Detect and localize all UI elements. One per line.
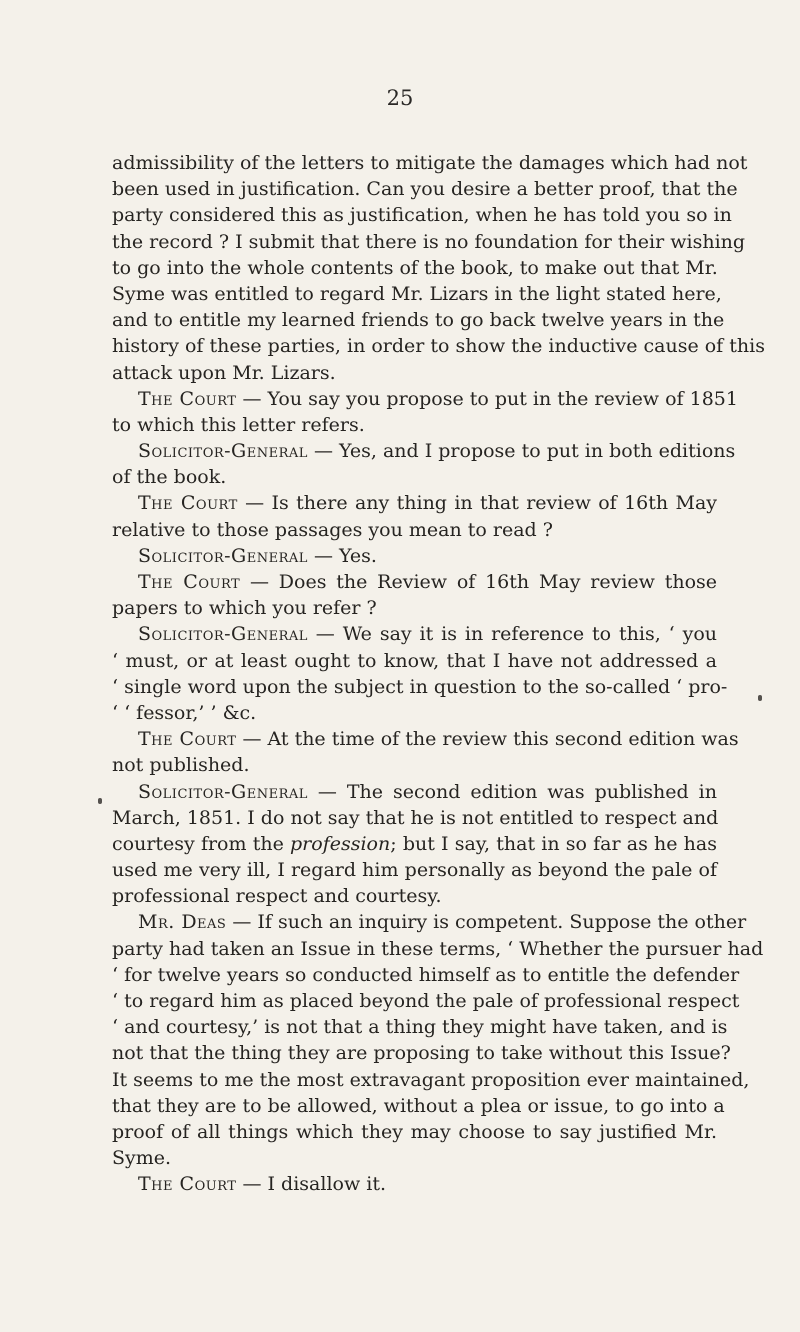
text-line [112,255,717,281]
text-line [112,464,717,490]
text-line [112,386,738,412]
line-text: — The second edition was published in [307,780,717,803]
text-line [112,307,725,333]
speaker-name: The Court [138,571,241,593]
text-line [112,412,717,438]
line-text: papers to which you refer ? [112,597,377,620]
line-text: of the book. [112,466,227,489]
page-number: 25 [386,86,414,110]
text-line [112,1093,725,1119]
text-line [112,857,717,883]
text-line [112,621,717,647]
line-text: relative to those passages you mean to read ? [112,518,553,541]
line-text: not that the thing they are proposing to take without this Issue? [112,1042,731,1065]
text-line [112,438,736,464]
line-text: proof of all things which they may choose to say justified Mr. [112,1120,717,1143]
line-text: courtesy from the [112,832,291,855]
line-text: party had taken an Issue in these terms, ‘ Whether the pursuer had [112,937,764,960]
text-line [112,360,717,386]
line-text: ‘ single word upon the subject in question to the so-called ‘ pro- [112,675,728,698]
line-text: — At the time of the review this second edition was [236,728,739,751]
line-text: not published. [112,754,250,777]
text-line [112,229,746,255]
text-line [112,648,717,674]
line-text: ‘ for twelve years so conducted himself as to entitle the defender [112,963,740,986]
speaker-name: The Court [138,728,237,751]
line-text: the record ? I submit that there is no foundation for their wishing [112,230,746,253]
body-text [112,150,765,1198]
line-text-continued: ; but I say, that in so far as he has [390,832,717,855]
text-line [112,595,717,621]
text-line [112,962,740,988]
line-text: used me very ill, I regard him personally as beyond the pale of [112,859,717,882]
line-text: March, 1851. I do not say that he is not entitled to respect and [112,806,719,829]
text-line [112,333,765,359]
text-line [112,281,722,307]
text-line [112,1145,717,1171]
line-text: ‘ to regard him as placed beyond the pale of professional respect [112,990,740,1012]
speaker-name: The Court [138,1173,237,1196]
text-line [112,909,747,935]
line-text: to go into the whole contents of the book, to make out that Mr. [112,256,718,279]
line-text: — Yes. [307,544,377,567]
line-text: ‘ and courtesy,’ is not that a thing they might have taken, and is [112,1016,728,1039]
line-text: history of these parties, in order to show the inductive cause of this [112,335,765,358]
text-line [112,1171,717,1197]
line-text: It seems to me the most extravagant proposition ever maintained, [112,1068,750,1091]
text-line [112,517,717,543]
line-text: — Is there any thing in that review of 16th May [237,492,718,515]
speaker-name: Solicitor-General [138,440,308,463]
line-text: admissibility of the letters to mitigate the damages which had not [112,152,748,174]
text-line [112,202,732,228]
line-text: — Yes, and I propose to put in both editions [307,440,736,463]
line-text: ‘ ‘ fessor,’ ’ &c. [112,701,257,724]
text-line [112,674,728,700]
text-line [112,700,717,726]
speaker-name: The Court [138,492,238,515]
line-text: Syme was entitled to regard Mr. Lizars in the light stated here, [112,282,722,305]
text-line [112,726,739,752]
text-line [112,805,717,831]
line-text: been used in justification. Can you desire a better proof, that the [112,178,738,201]
line-text: — Does the Review of 16th May review those [240,571,718,593]
text-line [112,176,738,202]
line-text: — We say it is in reference to this, ‘ you [307,623,717,646]
line-text: party considered this as justification, when he has told you so in [112,204,732,227]
text-line [112,752,717,778]
line-text: — If such an inquiry is competent. Suppose the other [226,911,747,934]
line-text: professional respect and courtesy. [112,885,442,908]
text-line [112,883,717,909]
text-line [112,1119,717,1145]
text-line [112,543,717,569]
text-line [112,988,740,1014]
line-text: — You say you propose to put in the review of 1851 [236,387,738,410]
speaker-name: Solicitor-General [138,780,308,803]
emphasized-text: profession [290,832,391,855]
text-line [112,1040,731,1066]
line-text: and to entitle my learned friends to go back twelve years in the [112,309,725,332]
text-line [112,936,764,962]
speaker-name: Solicitor-General [138,544,308,567]
line-text: ‘ must, or at least ought to know, that I have not addressed a [112,649,717,672]
line-text: Syme. [112,1147,172,1170]
text-line [112,779,717,805]
text-line [112,150,748,176]
line-text: to which this letter refers. [112,413,365,436]
margin-dot [98,798,102,804]
speaker-name: The Court [138,387,237,410]
text-line [112,831,717,857]
line-text: that they are to be allowed, without a plea or issue, to go into a [112,1094,725,1117]
text-line [112,1067,750,1093]
text-line [112,569,717,595]
line-text: — I disallow it. [236,1173,387,1196]
speaker-name: Solicitor-General [138,623,308,646]
text-line [112,1014,728,1040]
margin-dot [758,695,762,701]
line-text: attack upon Mr. Lizars. [112,361,336,384]
speaker-name: Mr. Deas [138,911,227,934]
text-line [112,490,717,516]
